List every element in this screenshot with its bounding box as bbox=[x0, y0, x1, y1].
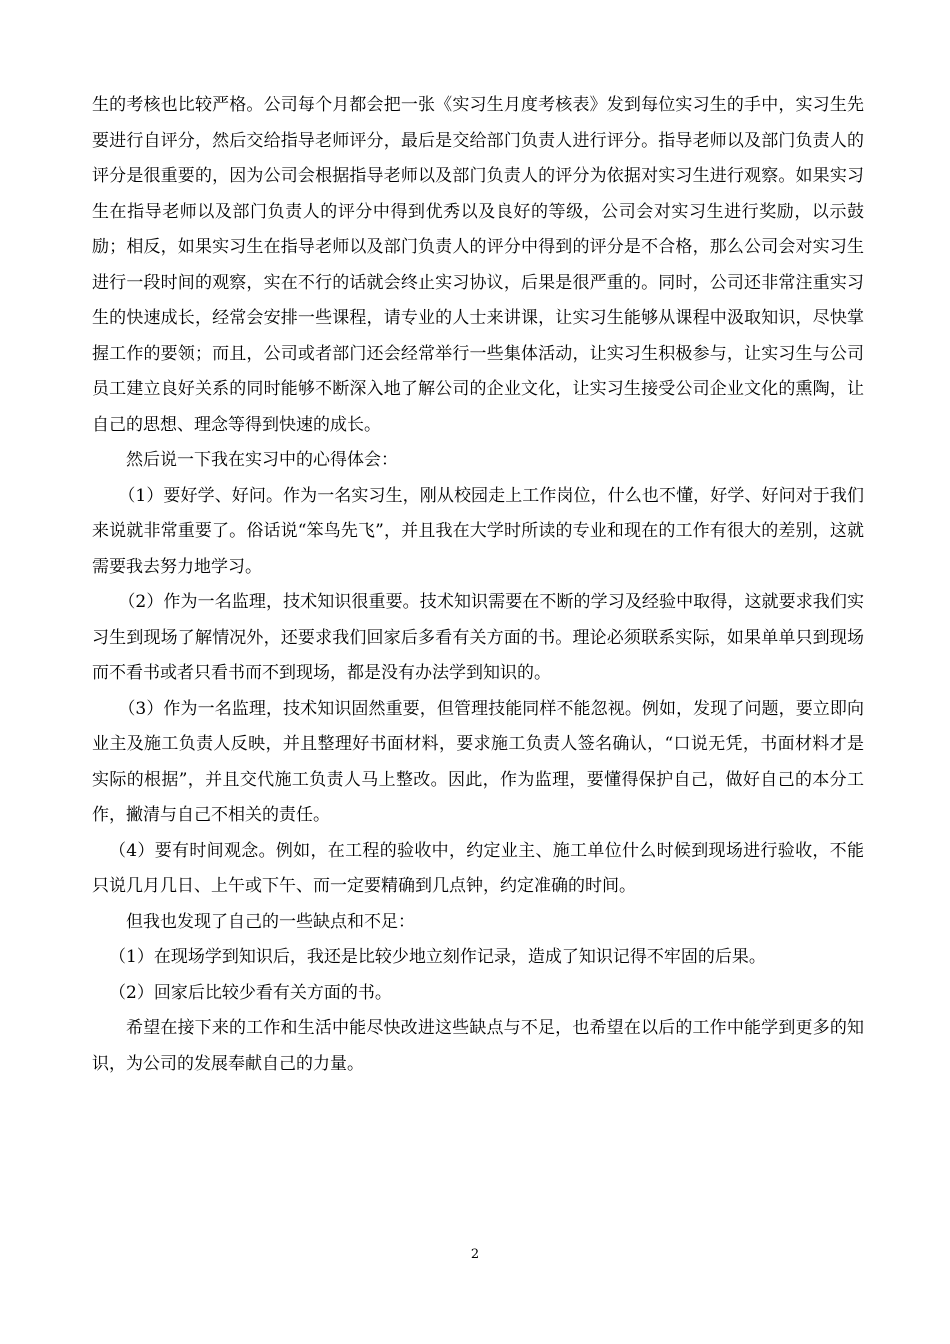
paragraph-point-1: （1）要好学、好问。作为一名实习生，刚从校园走上工作岗位，什么也不懂，好学、好问对于我们来说就非常重要了。俗话说“笨鸟先飞”，并且我在大学时所读的专业和现在的工作有很大的差别，这就需要我去努力地学习。 bbox=[92, 485, 864, 577]
paragraph-point-4: （4）要有时间观念。例如，在工程的验收中，约定业主、施工单位什么时候到现场进行验收，不能只说几月几日、上午或下午、而一定要精确到几点钟，约定准确的时间。 bbox=[92, 840, 864, 896]
paragraph-experience-intro: 然后说一下我在实习中的心得体会： bbox=[126, 450, 398, 470]
paragraph-shortcomings-intro: 但我也发现了自己的一些缺点和不足： bbox=[126, 911, 415, 932]
paragraph-point-3: （3）作为一名监理，技术知识固然重要，但管理技能同样不能忽视。例如，发现了问题，要立即向业主及施工负责人反映，并且整理好书面材料，要求施工负责人签名确认，“口说无凭，书面材料才是实际的根据”，并且交代施工负责人马上整改。因此，作为监理，要懂得保护自己，做好自己的本分工作，撇清与自己不相关的责任。 bbox=[92, 698, 864, 825]
paragraph-intern-assessment: 生的考核也比较严格。公司每个月都会把一张《实习生月度考核表》发到每位实习生的手中，实习生先要进行自评分，然后交给指导老师评分，最后是交给部门负责人进行评分。指导老师以及部门负责人的评分是很重要的，因为公司会根据指导老师以及部门负责人的评分为依据对实习生进行观察。如果实习生在指导老师以及部门负责人的评分中得到优秀以及良好的等级，公司会对实习生进行奖励，以示鼓励；相反，如果实习生在指导老师以及部门负责人的评分中得到的评分是不合格，那么公司会对实习生进行一段时间的观察，实在不行的话就会终止实习协议，后果是很严重的。同时，公司还非常注重实习生的快速成长，经常会安排一些课程，请专业的人士来讲课，让实习生能够从课程中汲取知识，尽快掌握工作的要领；而且，公司或者部门还会经常举行一些集体活动，让实习生积极参与，让实习生与公司员工建立良好关系的同时能够不断深入地了解公司的企业文化，让实习生接受公司企业文化的熏陶，让自己的思想、理念等得到快速的成长。 bbox=[92, 95, 864, 435]
paragraph-closing: 希望在接下来的工作和生活中能尽快改进这些缺点与不足，也希望在以后的工作中能学到更多的知识，为公司的发展奉献自己的力量。 bbox=[92, 1018, 864, 1074]
paragraph-point-2: （2）作为一名监理，技术知识很重要。技术知识需要在不断的学习及经验中取得，这就要求我们实习生到现场了解情况外，还要求我们回家后多看有关方面的书。理论必须联系实际，如果单单只到现场而不看书或者只看书而不到现场，都是没有办法学到知识的。 bbox=[92, 592, 864, 683]
page-number: 2 bbox=[470, 1247, 480, 1262]
paragraph-shortcoming-1: （1）在现场学到知识后，我还是比较少地立刻作记录，造成了知识记得不牢固的后果。 bbox=[109, 947, 766, 967]
document-body bbox=[92, 88, 864, 1082]
paragraph-shortcoming-2: （2）回家后比较少看有关方面的书。 bbox=[109, 982, 392, 1003]
